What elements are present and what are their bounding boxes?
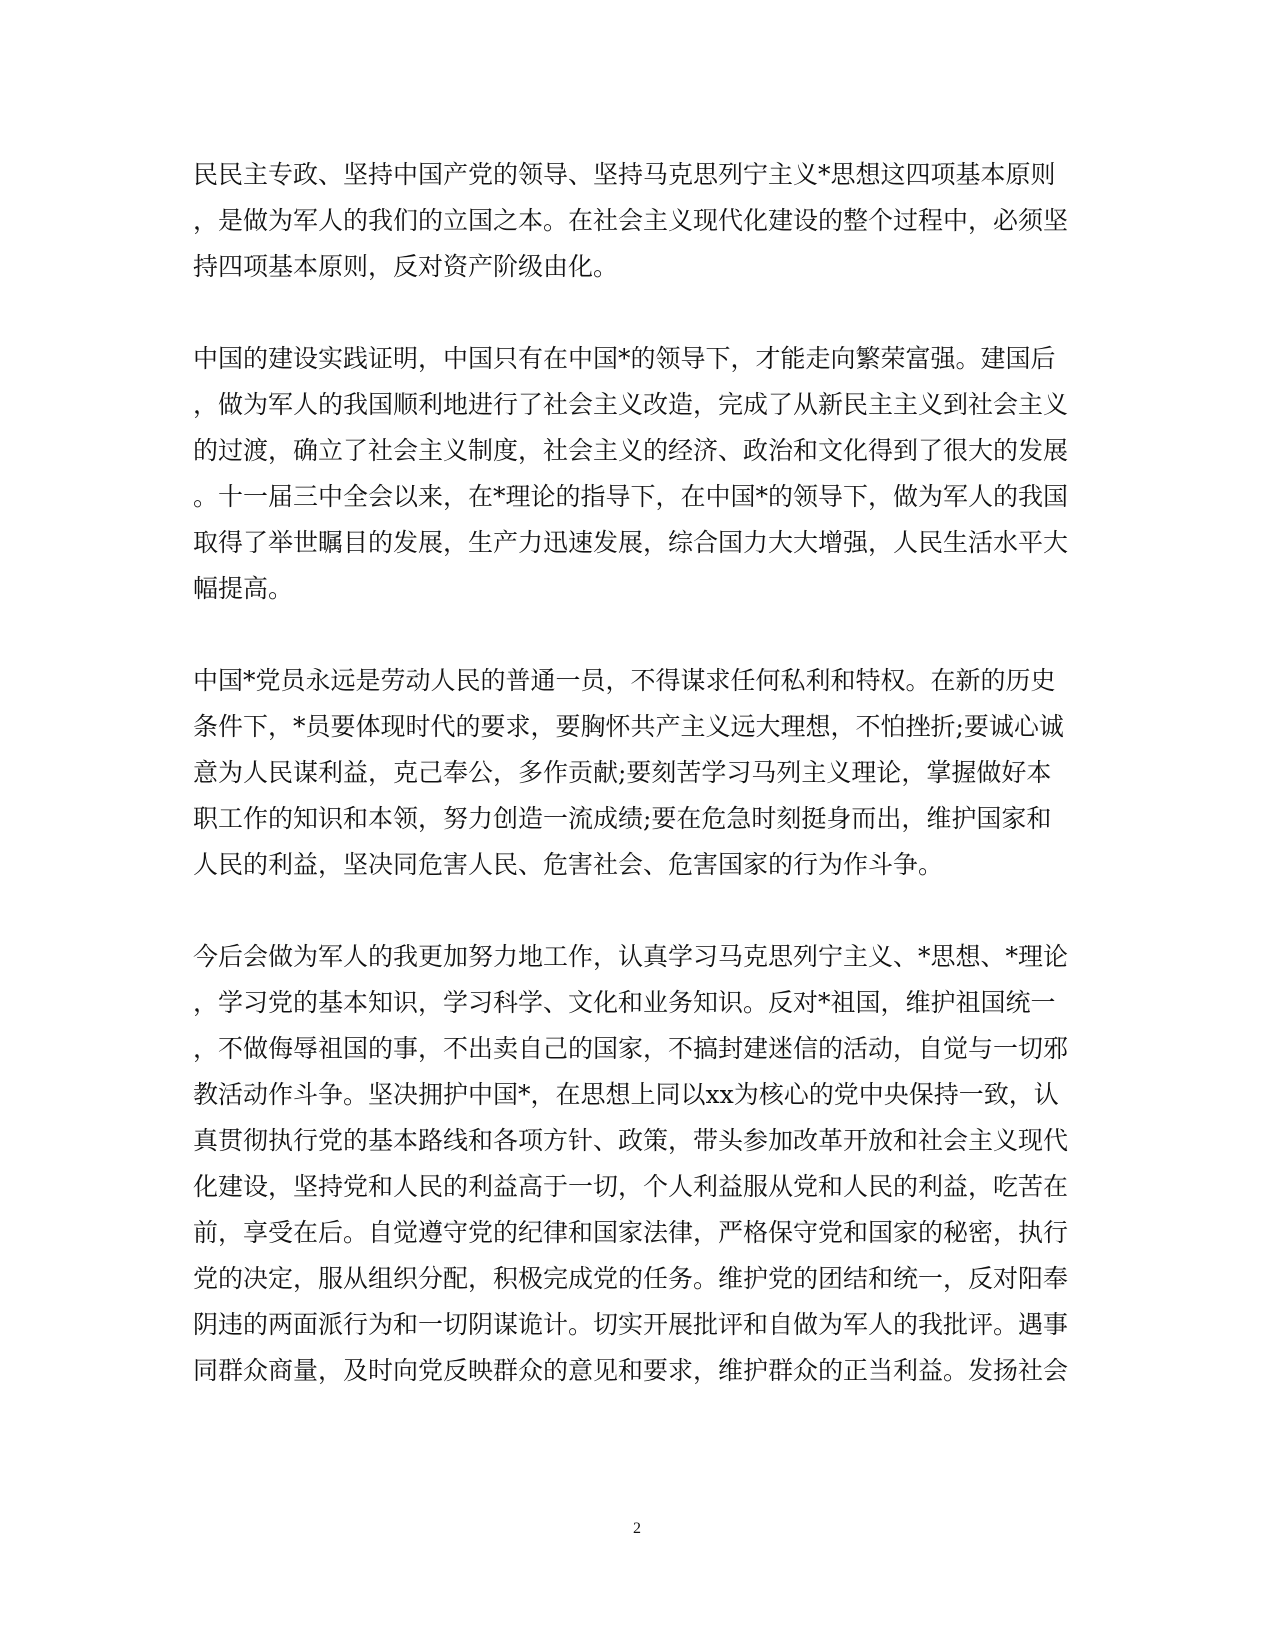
text-line: 幅提高。 — [193, 574, 294, 603]
document-body — [193, 152, 1073, 1440]
text-line: 党的决定，服从组织分配，积极完成党的任务。维护党的团结和统一，反对阳奉 — [193, 1264, 1069, 1293]
paragraph-2 — [193, 336, 1073, 612]
text-line: 今后会做为军人的我更加努力地工作，认真学习马克思列宁主义、*思想、*理论 — [193, 942, 1069, 971]
text-line: 前，享受在后。自觉遵守党的纪律和国家法律，严格保守党和国家的秘密，执行 — [193, 1218, 1069, 1247]
text-line: 的过渡，确立了社会主义制度，社会主义的经济、政治和文化得到了很大的发展 — [193, 436, 1069, 465]
text-line: 中国的建设实践证明，中国只有在中国*的领导下，才能走向繁荣富强。建国后 — [193, 344, 1056, 373]
text-line: 真贯彻执行党的基本路线和各项方针、政策，带头参加改革开放和社会主义现代 — [193, 1126, 1069, 1155]
text-line: 中国*党员永远是劳动人民的普通一员，不得谋求任何私利和特权。在新的历史 — [193, 666, 1056, 695]
text-line: 化建设，坚持党和人民的利益高于一切，个人利益服从党和人民的利益，吃苦在 — [193, 1172, 1069, 1201]
text-line: 人民的利益，坚决同危害人民、危害社会、危害国家的行为作斗争。 — [193, 850, 944, 879]
text-line: 同群众商量，及时向党反映群众的意见和要求，维护群众的正当利益。发扬社会 — [193, 1356, 1069, 1385]
text-line: 条件下，*员要体现时代的要求，要胸怀共产主义远大理想，不怕挫折;要诚心诚 — [193, 712, 1064, 741]
text-line: 阴违的两面派行为和一切阴谋诡计。切实开展批评和自做为军人的我批评。遇事 — [193, 1310, 1069, 1339]
text-line: 教活动作斗争。坚决拥护中国*，在思想上同以xx为核心的党中央保持一致，认 — [193, 1080, 1059, 1109]
text-line: 民民主专政、坚持中国产党的领导、坚持马克思列宁主义*思想这四项基本原则 — [193, 160, 1056, 189]
text-line: ，做为军人的我国顺利地进行了社会主义改造，完成了从新民主主义到社会主义 — [193, 390, 1069, 419]
text-line: 。十一届三中全会以来，在*理论的指导下，在中国*的领导下，做为军人的我国 — [193, 482, 1069, 511]
text-line: 持四项基本原则，反对资产阶级由化。 — [193, 252, 619, 281]
text-line: 意为人民谋利益，克己奉公，多作贡献;要刻苦学习马列主义理论，掌握做好本 — [193, 758, 1052, 787]
text-line: ，学习党的基本知识，学习科学、文化和业务知识。反对*祖国，维护祖国统一 — [193, 988, 1056, 1017]
text-line: ，不做侮辱祖国的事，不出卖自己的国家，不搞封建迷信的活动，自觉与一切邪 — [193, 1034, 1069, 1063]
text-line: 取得了举世瞩目的发展，生产力迅速发展，综合国力大大增强，人民生活水平大 — [193, 528, 1069, 557]
text-line: ，是做为军人的我们的立国之本。在社会主义现代化建设的整个过程中，必须坚 — [193, 206, 1069, 235]
text-line: 职工作的知识和本领，努力创造一流成绩;要在危急时刻挺身而出，维护国家和 — [193, 804, 1052, 833]
page-number: 2 — [633, 1520, 641, 1537]
paragraph-3 — [193, 658, 1073, 888]
paragraph-4 — [193, 934, 1073, 1394]
paragraph-1 — [193, 152, 1073, 290]
